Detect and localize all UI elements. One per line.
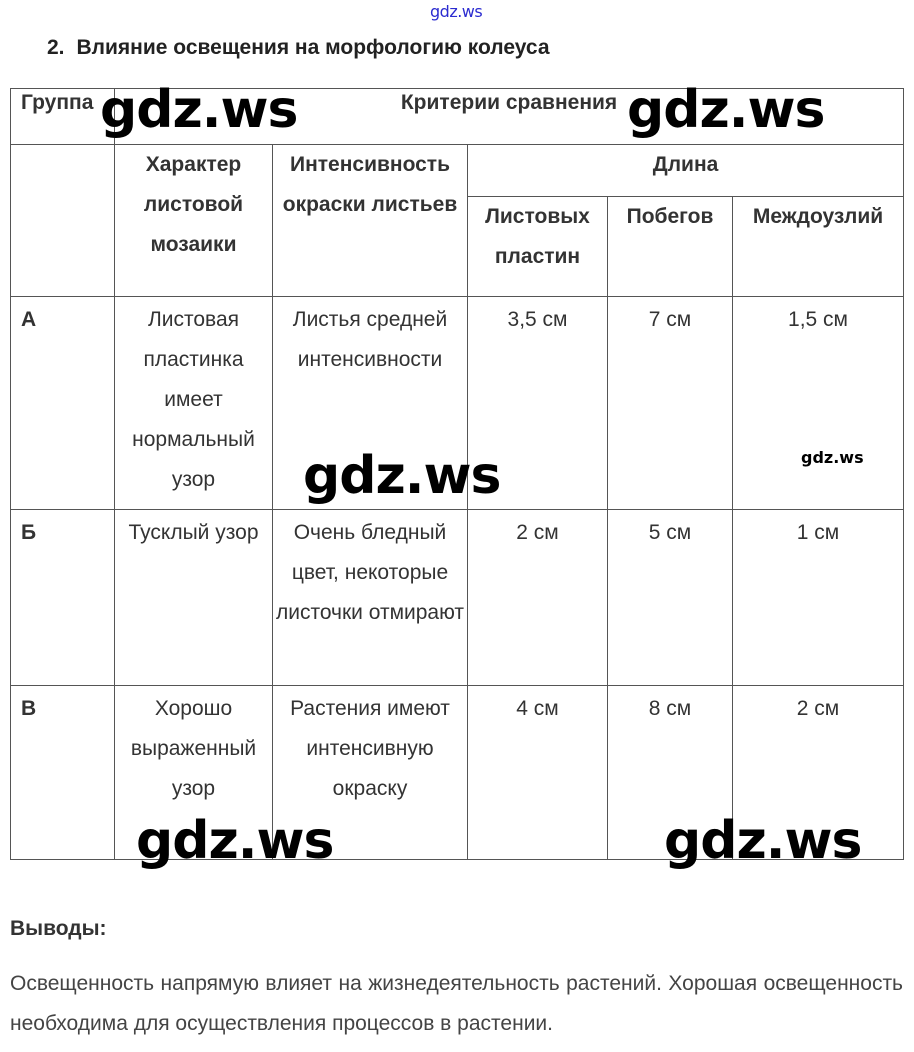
watermark: gdz.ws <box>627 80 825 140</box>
group-header: Группа <box>11 89 115 145</box>
watermark: gdz.ws <box>136 811 334 871</box>
watermark: gdz.ws <box>100 80 298 140</box>
group-cell: В <box>11 686 115 860</box>
group-cell: А <box>11 297 115 510</box>
group-cell: Б <box>11 510 115 686</box>
leaf-length-cell: 3,5 см <box>468 297 608 510</box>
length-header: Длина <box>468 145 904 197</box>
intensity-cell: Листья средней интенсивности <box>273 297 468 510</box>
table-subheader-row <box>11 145 904 197</box>
site-watermark-top: gdz.ws <box>430 2 483 21</box>
intensity-header: Интенсивность окраски листьев <box>273 145 468 297</box>
section-number: 2. <box>47 36 65 59</box>
pattern-cell: Листовая пластинка имеет нормальный узор <box>115 297 273 510</box>
conclusions-text: Освещенность напрямую влияет на жизнедеятельность растений. Хорошая освещенность необходима для осуществления процессов в растении. <box>10 972 903 1035</box>
criteria-header: Критерии сравнения <box>115 89 904 145</box>
conclusions-title: Выводы: <box>10 917 107 940</box>
watermark: gdz.ws <box>664 811 862 871</box>
internode-length-cell: 2 см <box>733 686 904 860</box>
shoots-header: Побегов <box>608 197 733 297</box>
watermark: gdz.ws <box>303 446 501 506</box>
leaf-length-cell: 2 см <box>468 510 608 686</box>
shoot-length-cell: 8 см <box>608 686 733 860</box>
shoot-length-cell: 5 см <box>608 510 733 686</box>
pattern-header: Характер листовой мозаики <box>115 145 273 297</box>
leaf-blades-header: Листовых пластин <box>468 197 608 297</box>
table-row <box>11 510 904 686</box>
pattern-cell: Хорошо выраженный узор <box>115 686 273 860</box>
group-header-empty <box>11 145 115 297</box>
internodes-header: Междоузлий <box>733 197 904 297</box>
intensity-cell: Растения имеют интенсивную окраску <box>273 686 468 860</box>
leaf-length-cell: 4 см <box>468 686 608 860</box>
internode-length-cell: 1,5 см <box>733 297 904 510</box>
page-title <box>47 36 550 60</box>
shoot-length-cell: 7 см <box>608 297 733 510</box>
section-title: Влияние освещения на морфологию колеуса <box>76 36 550 59</box>
internode-length-cell: 1 см <box>733 510 904 686</box>
pattern-cell: Тусклый узор <box>115 510 273 686</box>
watermark-small: gdz.ws <box>801 448 864 467</box>
intensity-cell: Очень бледный цвет, некоторые листочки отмирают <box>273 510 468 686</box>
